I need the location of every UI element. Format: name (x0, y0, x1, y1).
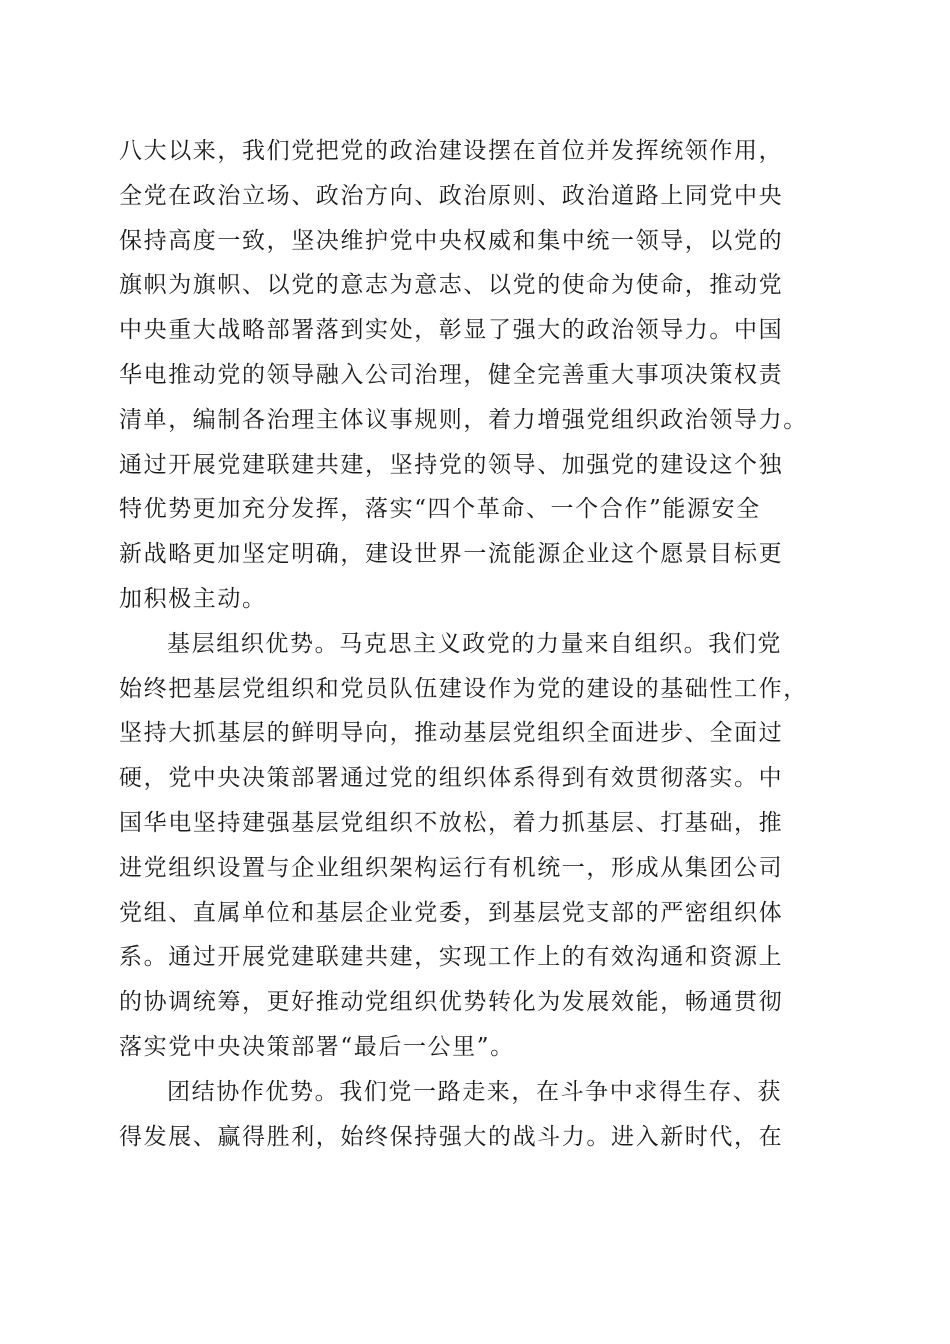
text-line: 坚持大抓基层的鲜明导向，推动基层党组织全面进步、全面过 (119, 720, 784, 747)
text-line: 华电推动党的领导融入公司治理，健全完善重大事项决策权责 (119, 361, 784, 388)
text-line: 保持高度一致，坚决维护党中央权威和集中统一领导，以党的 (119, 227, 784, 254)
paragraph-start-line: 基层组织优势。马克思主义政党的力量来自组织。我们党 (167, 630, 782, 657)
text-line: 进党组织设置与企业组织架构运行有机统一，形成从集团公司 (119, 854, 784, 881)
text-line: 国华电坚持建强基层党组织不放松，着力抓基层、打基础，推 (119, 809, 784, 836)
text-line: 系。通过开展党建联建共建，实现工作上的有效沟通和资源上 (119, 944, 784, 971)
text-line: 落实党中央决策部署“最后一公里”。 (119, 1033, 515, 1060)
text-line: 得发展、赢得胜利，始终保持强大的战斗力。进入新时代，在 (119, 1123, 784, 1150)
body-text (119, 129, 839, 1159)
text-line: 始终把基层党组织和党员队伍建设作为党的建设的基础性工作， (119, 675, 808, 702)
text-line: 旗帜为旗帜、以党的意志为意志、以党的使命为使命，推动党 (119, 272, 784, 299)
text-line: 硬，党中央决策部署通过党的组织体系得到有效贯彻落实。中 (119, 765, 784, 792)
text-line: 新战略更加坚定明确，建设世界一流能源企业这个愿景目标更 (119, 541, 784, 568)
text-line: 特优势更加充分发挥，落实“四个革命、一个合作”能源安全 (119, 496, 761, 523)
text-line: 中央重大战略部署落到实处，彰显了强大的政治领导力。中国 (119, 317, 784, 344)
text-line: 通过开展党建联建共建，坚持党的领导、加强党的建设这个独 (119, 451, 784, 478)
text-line: 的协调统筹，更好推动党组织优势转化为发展效能，畅通贯彻 (119, 989, 784, 1016)
text-line: 党组、直属单位和基层企业党委，到基层党支部的严密组织体 (119, 899, 784, 926)
text-line: 全党在政治立场、政治方向、政治原则、政治道路上同党中央 (119, 182, 784, 209)
text-line: 加积极主动。 (119, 585, 267, 612)
paragraph-start-line: 团结协作优势。我们党一路走来，在斗争中求得生存、获 (167, 1078, 782, 1105)
text-line: 八大以来，我们党把党的政治建设摆在首位并发挥统领作用， (119, 138, 784, 164)
text-line: 清单，编制各治理主体议事规则，着力增强党组织政治领导力。 (119, 406, 808, 433)
